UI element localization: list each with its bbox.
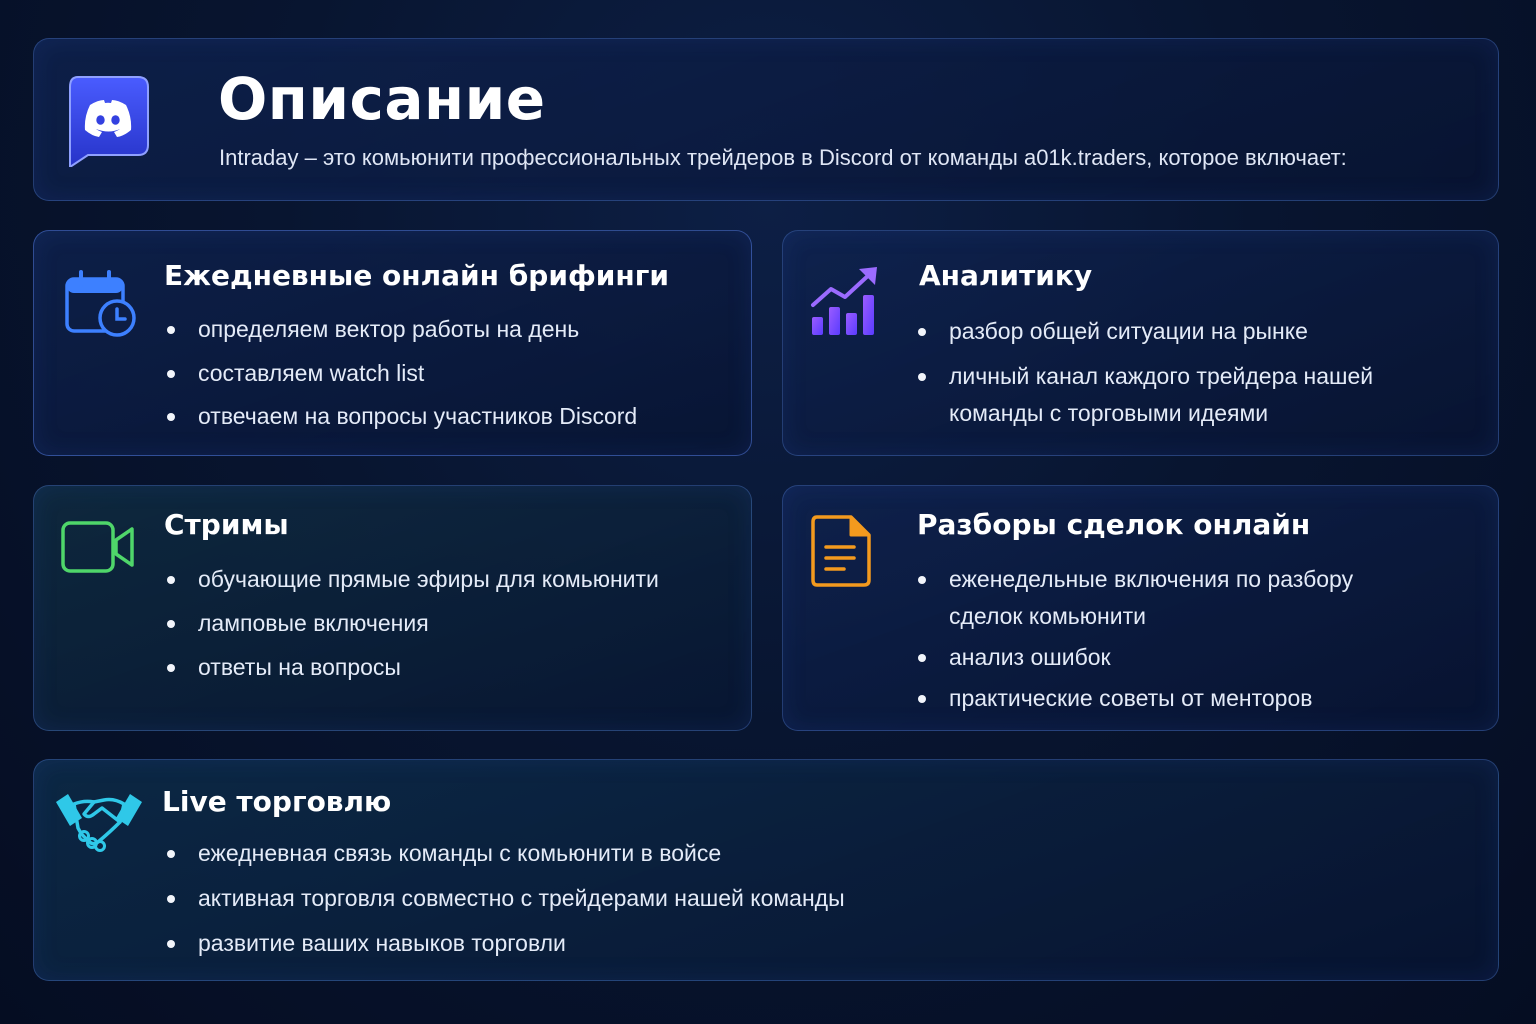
list-item: еженедельные включения по разбору сделок комьюнити bbox=[917, 561, 1353, 635]
list-item: активная торговля совместно с трейдерами нашей команды bbox=[166, 880, 845, 917]
list-item: анализ ошибок bbox=[917, 639, 1353, 676]
list-item: отвечаем на вопросы участников Discord bbox=[166, 398, 637, 435]
card-streams bbox=[33, 485, 752, 731]
calendar-clock-icon bbox=[64, 269, 140, 341]
card-briefings-list bbox=[166, 311, 637, 435]
card-streams-title: Стримы bbox=[164, 508, 289, 541]
card-analytics bbox=[782, 230, 1499, 456]
card-live bbox=[33, 759, 1499, 981]
card-streams-list bbox=[166, 561, 659, 686]
card-analytics-title: Аналитику bbox=[919, 259, 1093, 292]
card-live-title: Live торговлю bbox=[162, 785, 392, 818]
list-item: разбор общей ситуации на рынке bbox=[917, 313, 1373, 350]
card-reviews-list bbox=[917, 561, 1353, 717]
card-analytics-list bbox=[917, 313, 1373, 432]
handshake-icon bbox=[54, 788, 144, 854]
video-camera-icon bbox=[60, 520, 136, 576]
card-reviews bbox=[782, 485, 1499, 731]
list-item: личный канал каждого трейдера нашей команды с торговыми идеями bbox=[917, 358, 1373, 432]
card-briefings-title: Ежедневные онлайн брифинги bbox=[164, 259, 669, 292]
list-item: развитие ваших навыков торговли bbox=[166, 925, 845, 962]
discord-icon bbox=[66, 75, 150, 167]
card-briefings bbox=[33, 230, 752, 456]
list-item: ламповые включения bbox=[166, 605, 659, 642]
list-item: обучающие прямые эфиры для комьюнити bbox=[166, 561, 659, 598]
list-item: составляем watch list bbox=[166, 355, 637, 392]
list-item: ежедневная связь команды с комьюнити в войсе bbox=[166, 835, 845, 872]
card-reviews-title: Разборы сделок онлайн bbox=[917, 508, 1311, 541]
list-item: ответы на вопросы bbox=[166, 649, 659, 686]
list-item: определяем вектор работы на день bbox=[166, 311, 637, 348]
page-title: Описание bbox=[218, 65, 546, 133]
chart-growth-icon bbox=[809, 265, 881, 339]
list-item: практические советы от менторов bbox=[917, 680, 1353, 717]
card-live-list bbox=[166, 835, 845, 962]
page-subtitle: Intraday – это комьюнити профессиональных трейдеров в Discord от команды a01k.traders, которое включает: bbox=[219, 145, 1347, 170]
header-card bbox=[33, 38, 1499, 201]
document-icon bbox=[811, 514, 873, 588]
